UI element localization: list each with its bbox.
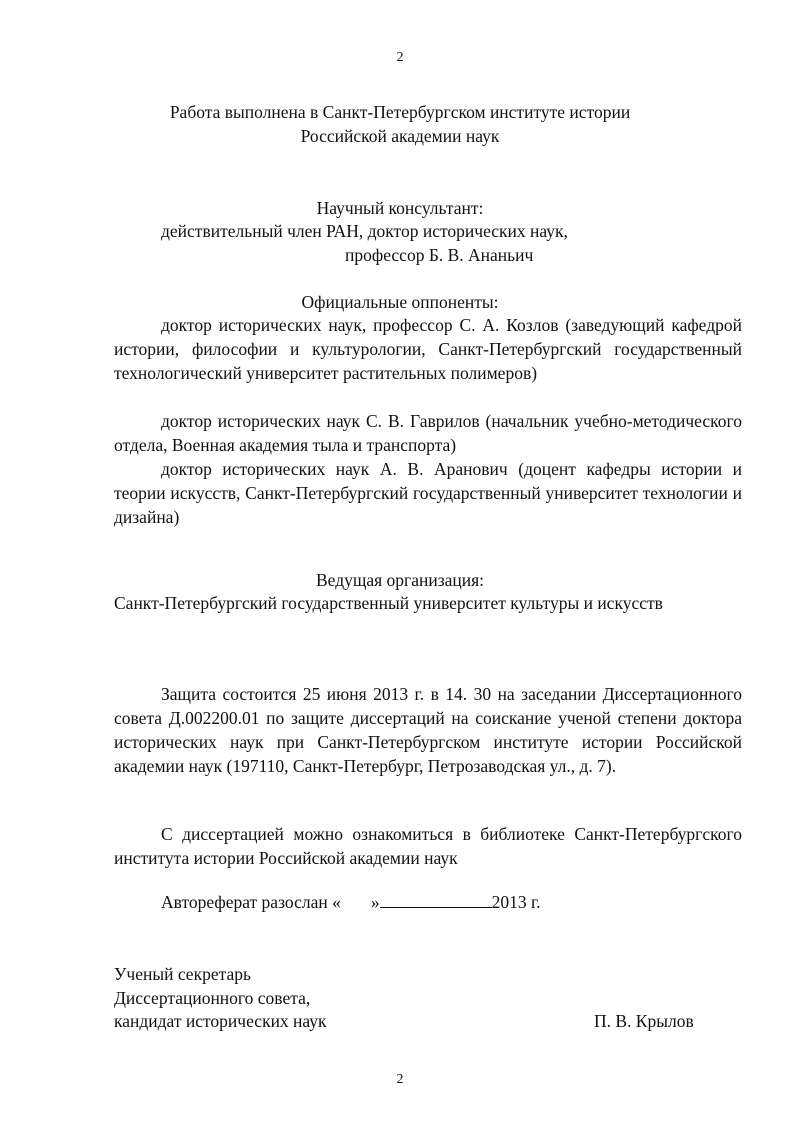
institution-line-2: Российской академии наук (300, 126, 500, 146)
mailing-year: 2013 г. (491, 892, 541, 912)
opponent-3: доктор исторических наук А. В. Аранович (доцент кафедры истории и теории искусств, Санкт-Петербургский государственный университет технологии и дизайна) (114, 459, 742, 527)
page-number-bottom: 2 (396, 1072, 404, 1087)
consultant-heading: Научный консультант: (316, 198, 484, 218)
page-number-top: 2 (396, 50, 404, 65)
opponent-2: доктор исторических наук С. В. Гаврилов (начальник учебно-методического отдела, Военная академия тыла и транспорта) (114, 411, 742, 455)
leading-org-text: Санкт-Петербургский государственный университет культуры и искусств (114, 593, 663, 613)
library-paragraph: С диссертацией можно ознакомиться в библиотеке Санкт-Петербургского института истории Российской академии наук (114, 824, 742, 868)
leading-org-heading: Ведущая организация: (315, 570, 485, 590)
secretary-name: П. В. Крылов (594, 1011, 694, 1031)
date-blank-line (380, 889, 492, 908)
consultant-name: профессор Б. В. Ананьич (345, 245, 534, 265)
defense-paragraph: Защита состоится 25 июня 2013 г. в 14. 30 на заседании Диссертационного совета Д.002200.01 по защите диссертаций на соискание ученой степени доктора исторических наук при Санкт-Петербургском институте истории Российской академии наук (197110, Санкт-Петербург, Петрозаводская ул., д. 7). (114, 684, 742, 776)
opponent-1: доктор исторических наук, профессор С. А. Козлов (заведующий кафедрой истории, философии и культурологии, Санкт-Петербургский государственный технологический университет растительных полимеров) (114, 315, 742, 383)
mailing-close-quote: » (370, 892, 380, 912)
consultant-title: действительный член РАН, доктор исторических наук, (161, 221, 568, 241)
secretary-line-3: кандидат исторических наук (114, 1011, 327, 1031)
opponents-heading: Официальные оппоненты: (301, 292, 499, 312)
secretary-line-1: Ученый секретарь (114, 964, 251, 984)
secretary-line-2: Диссертационного совета, (114, 988, 311, 1008)
institution-line-1: Работа выполнена в Санкт-Петербургском институте истории (169, 102, 631, 122)
mailing-prefix: Автореферат разослан « (161, 892, 341, 912)
mailing-line (161, 889, 541, 914)
